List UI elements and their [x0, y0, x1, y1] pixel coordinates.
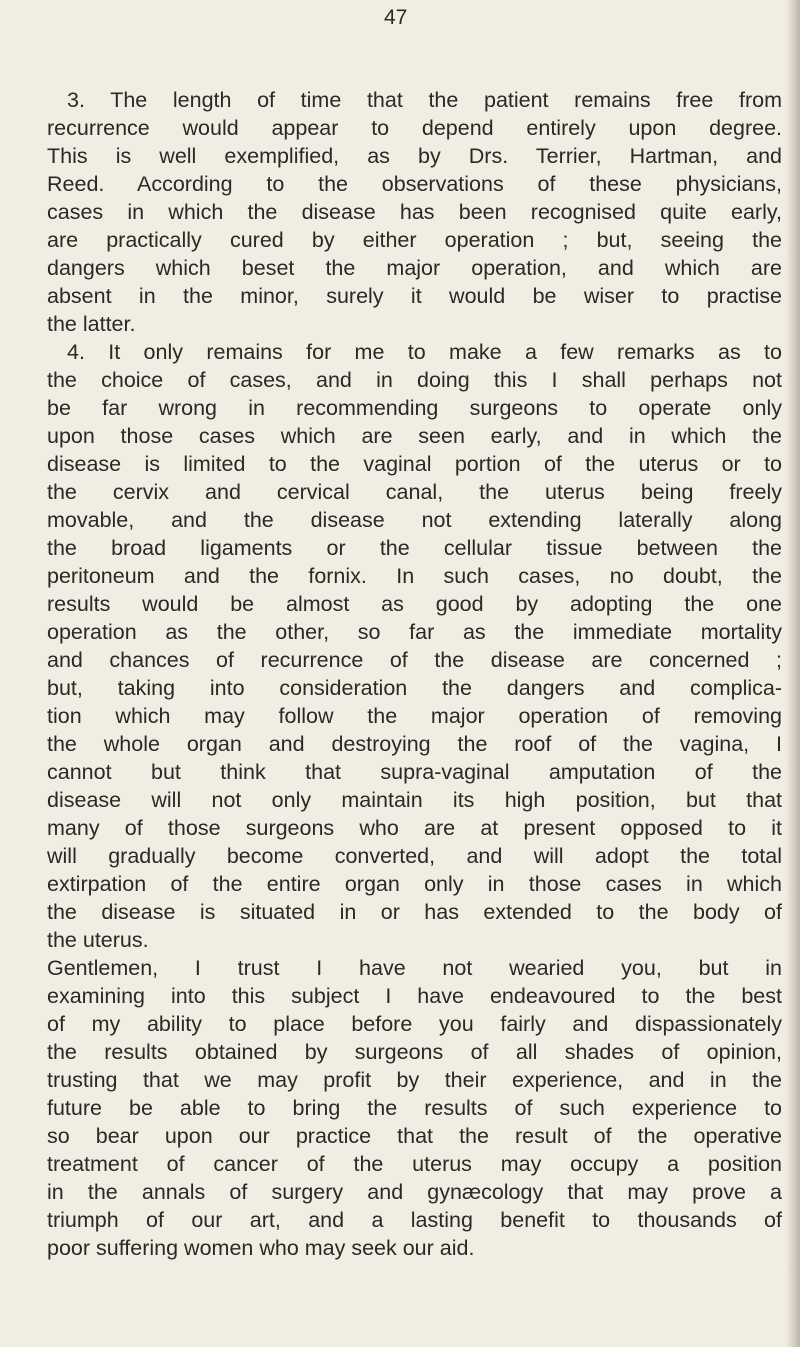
- text-line: absent in the minor, surely it would be wiser to practise: [47, 284, 782, 308]
- text-line: the choice of cases, and in doing this I shall perhaps not: [47, 368, 782, 392]
- text-line: recurrence would appear to depend entirely upon degree.: [47, 116, 782, 140]
- paragraph: [47, 338, 782, 954]
- text-line: This is well exemplified, as by Drs. Terrier, Hartman, and: [47, 144, 782, 168]
- text-line: are practically cured by either operation ; but, seeing the: [47, 228, 782, 252]
- text-line: Reed. According to the observations of these physicians,: [47, 172, 782, 196]
- text-line: the latter.: [47, 312, 136, 336]
- text-line: the disease is situated in or has extended to the body of: [47, 900, 782, 924]
- text-line: will gradually become converted, and will adopt the total: [47, 844, 782, 868]
- text-line: results would be almost as good by adopting the one: [47, 592, 782, 616]
- text-line: movable, and the disease not extending laterally along: [47, 508, 782, 532]
- text-line: dangers which beset the major operation, and which are: [47, 256, 782, 280]
- text-line: examining into this subject I have endeavoured to the best: [47, 984, 782, 1008]
- text-line: upon those cases which are seen early, and in which the: [47, 424, 782, 448]
- text-line: operation as the other, so far as the immediate mortality: [47, 620, 782, 644]
- text-line: the whole organ and destroying the roof of the vagina, I: [47, 732, 782, 756]
- text-line: so bear upon our practice that the result of the operative: [47, 1124, 782, 1148]
- text-line: the cervix and cervical canal, the uterus being freely: [47, 480, 782, 504]
- page-edge-shadow: [786, 0, 800, 1347]
- text-line: many of those surgeons who are at present opposed to it: [47, 816, 782, 840]
- text-line: tion which may follow the major operation of removing: [47, 704, 782, 728]
- text-line: but, taking into consideration the dangers and complica-: [47, 676, 782, 700]
- text-line: disease will not only maintain its high position, but that: [47, 788, 782, 812]
- text-line: poor suffering women who may seek our aid.: [47, 1236, 475, 1260]
- paragraph: [47, 954, 782, 1262]
- text-line: trusting that we may profit by their experience, and in the: [47, 1068, 782, 1092]
- page-number: 47: [384, 6, 408, 29]
- text-line: in the annals of surgery and gynæcology that may prove a: [47, 1180, 782, 1204]
- text-line: peritoneum and the fornix. In such cases, no doubt, the: [47, 564, 782, 588]
- text-line: the uterus.: [47, 928, 149, 952]
- text-line: of my ability to place before you fairly and dispassionately: [47, 1012, 782, 1036]
- paragraph: [47, 86, 782, 338]
- text-line: triumph of our art, and a lasting benefit to thousands of: [47, 1208, 782, 1232]
- text-line: and chances of recurrence of the disease are concerned ;: [47, 648, 782, 672]
- text-line: the broad ligaments or the cellular tissue between the: [47, 536, 782, 560]
- text-line: 4. It only remains for me to make a few remarks as to: [67, 340, 782, 364]
- text-line: 3. The length of time that the patient remains free from: [67, 88, 782, 112]
- text-line: disease is limited to the vaginal portion of the uterus or to: [47, 452, 782, 476]
- text-line: treatment of cancer of the uterus may occupy a position: [47, 1152, 782, 1176]
- body-text: [47, 86, 782, 1262]
- text-line: Gentlemen, I trust I have not wearied you, but in: [47, 956, 782, 980]
- text-line: the results obtained by surgeons of all shades of opinion,: [47, 1040, 782, 1064]
- text-line: extirpation of the entire organ only in those cases in which: [47, 872, 782, 896]
- text-line: future be able to bring the results of such experience to: [47, 1096, 782, 1120]
- text-line: cannot but think that supra-vaginal amputation of the: [47, 760, 782, 784]
- text-line: be far wrong in recommending surgeons to operate only: [47, 396, 782, 420]
- text-line: cases in which the disease has been recognised quite early,: [47, 200, 782, 224]
